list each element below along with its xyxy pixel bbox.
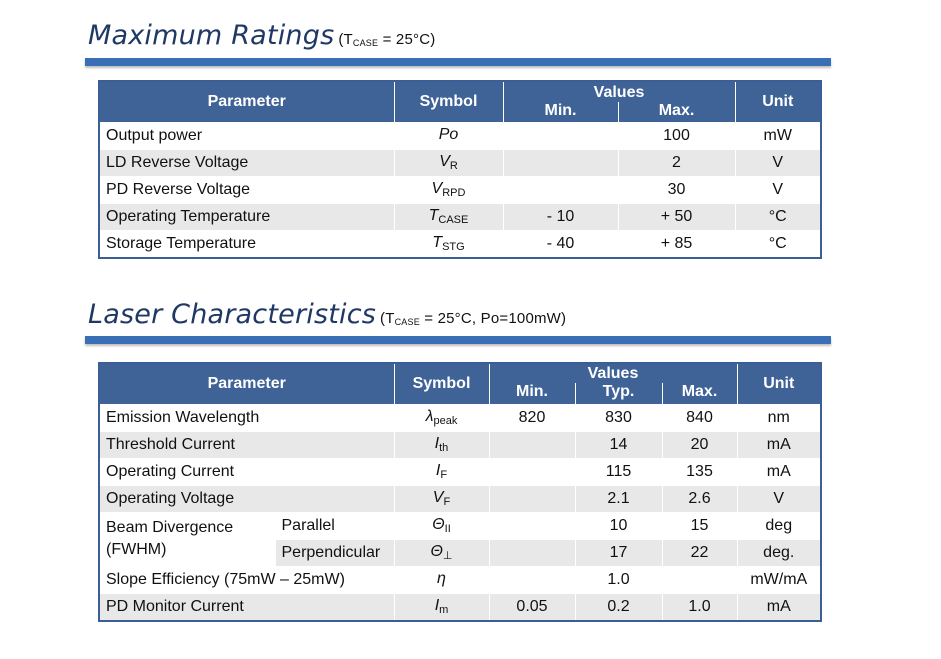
symbol-cell: $I_m$ [394, 593, 489, 621]
parameter-cell: Output power [99, 122, 394, 149]
max-ratings-table [98, 80, 822, 259]
max-cell: 100 [618, 122, 735, 149]
typ-cell: 0.2 [575, 593, 662, 621]
min-cell [489, 539, 575, 566]
table-row [99, 149, 821, 176]
table-row [99, 485, 821, 512]
table-row [99, 176, 821, 203]
parameter-cell: Storage Temperature [99, 230, 394, 258]
col-header-unit: Unit [735, 81, 821, 122]
symbol-cell: $I_F$ [394, 458, 489, 485]
max-cell: 22 [662, 539, 737, 566]
table-row [99, 593, 821, 621]
unit-cell: V [735, 149, 821, 176]
section-divider [85, 336, 831, 344]
table-row [99, 512, 821, 539]
unit-cell: °C [735, 230, 821, 258]
unit-cell: mW [735, 122, 821, 149]
min-cell: 820 [489, 404, 575, 431]
min-cell [489, 458, 575, 485]
max-cell: 1.0 [662, 593, 737, 621]
max-cell: + 50 [618, 203, 735, 230]
parameter-cell: Operating Current [99, 458, 394, 485]
symbol-cell: $\Theta_{II}$ [394, 512, 489, 539]
unit-cell: °C [735, 203, 821, 230]
symbol-cell: $V_{RPD}$ [394, 176, 503, 203]
laser-char-condition: ($T_{CASE} = 25^\circ C$, Po=100mW) [380, 310, 567, 327]
min-cell: 0.05 [489, 593, 575, 621]
col-header-typ: Typ. [575, 383, 662, 404]
col-header-unit: Unit [737, 363, 821, 404]
unit-cell: nm [737, 404, 821, 431]
parameter-cell: LD Reverse Voltage [99, 149, 394, 176]
min-cell [489, 485, 575, 512]
typ-cell: 115 [575, 458, 662, 485]
max-cell: 15 [662, 512, 737, 539]
table-row [99, 458, 821, 485]
min-cell [503, 122, 618, 149]
min-cell: - 10 [503, 203, 618, 230]
max-ratings-heading: Maximum Ratings [88, 20, 335, 51]
col-header-max: Max. [662, 383, 737, 404]
max-ratings-title [88, 20, 435, 51]
symbol-cell: $V_R$ [394, 149, 503, 176]
unit-cell: V [735, 176, 821, 203]
col-header-min: Min. [503, 102, 618, 122]
laser-char-table [98, 362, 822, 622]
unit-cell: mA [737, 593, 821, 621]
typ-cell: 17 [575, 539, 662, 566]
section-divider [85, 58, 831, 66]
unit-cell: V [737, 485, 821, 512]
max-cell: 2.6 [662, 485, 737, 512]
parameter-cell: PD Monitor Current [99, 593, 394, 621]
unit-cell: mA [737, 431, 821, 458]
max-cell: 840 [662, 404, 737, 431]
symbol-cell: Po [394, 122, 503, 149]
parameter-cell: Emission Wavelength [99, 404, 394, 431]
parameter-cell: Operating Voltage [99, 485, 394, 512]
symbol-cell: η [394, 566, 489, 593]
min-cell [489, 512, 575, 539]
col-header-values: Values [489, 363, 737, 383]
typ-cell: 830 [575, 404, 662, 431]
max-ratings-condition: $(T_{CASE} = 25^\circ C)$ [338, 31, 436, 48]
col-header-parameter: Parameter [99, 363, 394, 404]
min-cell [489, 431, 575, 458]
unit-cell: mA [737, 458, 821, 485]
unit-cell: deg [737, 512, 821, 539]
typ-cell: 2.1 [575, 485, 662, 512]
symbol-cell: $I_{th}$ [394, 431, 489, 458]
max-cell: 20 [662, 431, 737, 458]
table-row [99, 566, 821, 593]
min-cell [489, 566, 575, 593]
parameter-cell: Operating Temperature [99, 203, 394, 230]
parameter-cell: Slope Efficiency (75mW – 25mW) [99, 566, 394, 593]
min-cell [503, 176, 618, 203]
table-row [99, 230, 821, 258]
max-cell: 135 [662, 458, 737, 485]
symbol-cell: $\lambda_{peak}$ [394, 404, 489, 431]
col-header-parameter: Parameter [99, 81, 394, 122]
parameter-cell: PD Reverse Voltage [99, 176, 394, 203]
col-header-min: Min. [489, 383, 575, 404]
table-row [99, 122, 821, 149]
max-cell: 30 [618, 176, 735, 203]
typ-cell: 14 [575, 431, 662, 458]
typ-cell: 10 [575, 512, 662, 539]
col-header-max: Max. [618, 102, 735, 122]
parallel-label: Parallel [275, 512, 394, 539]
perpendicular-label: Perpendicular [275, 539, 394, 566]
col-header-symbol: Symbol [394, 81, 503, 122]
laser-char-title [88, 299, 566, 330]
symbol-cell: $V_F$ [394, 485, 489, 512]
table-row [99, 203, 821, 230]
col-header-values: Values [503, 81, 735, 102]
symbol-cell: $T_{CASE}$ [394, 203, 503, 230]
col-header-symbol: Symbol [394, 363, 489, 404]
symbol-cell: $\Theta_\perp$ [394, 539, 489, 566]
max-cell: + 85 [618, 230, 735, 258]
laser-char-heading: Laser Characteristics [88, 299, 377, 330]
table-row [99, 404, 821, 431]
max-cell [662, 566, 737, 593]
typ-cell: 1.0 [575, 566, 662, 593]
parameter-cell: Threshold Current [99, 431, 394, 458]
unit-cell: deg. [737, 539, 821, 566]
min-cell [503, 149, 618, 176]
max-cell: 2 [618, 149, 735, 176]
beam-divergence-cell: Beam Divergence (FWHM) [99, 512, 275, 566]
table-row [99, 431, 821, 458]
symbol-cell: $T_{STG}$ [394, 230, 503, 258]
min-cell: - 40 [503, 230, 618, 258]
unit-cell: mW/mA [737, 566, 821, 593]
